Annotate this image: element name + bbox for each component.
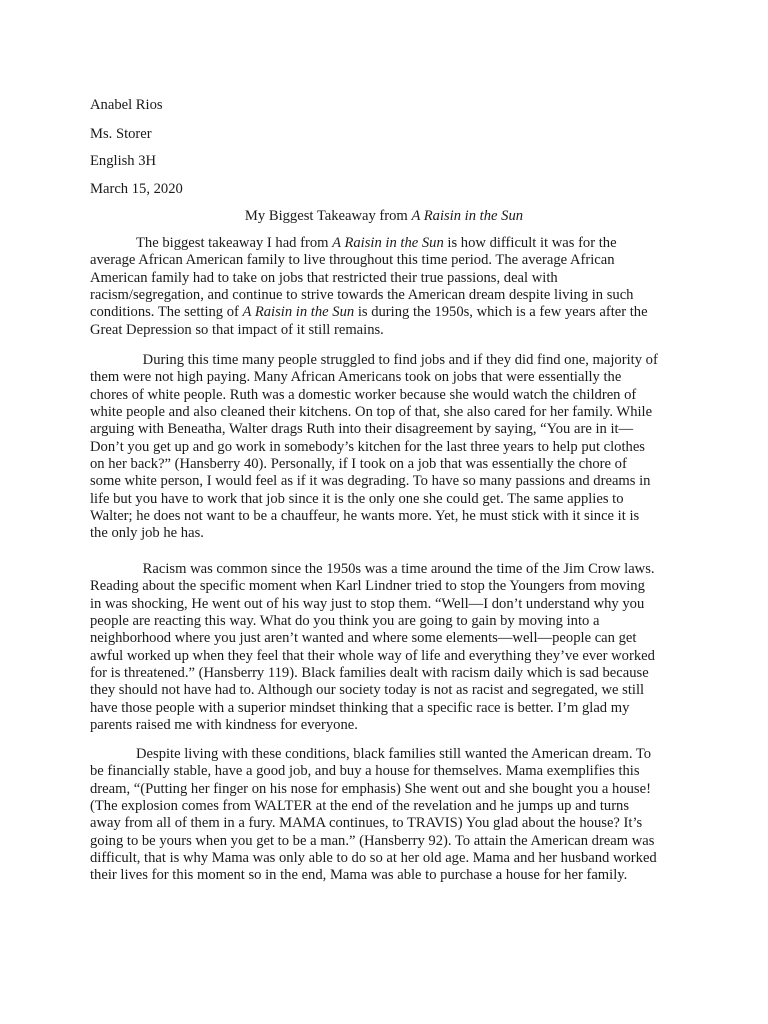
text-run: going to be yours when you get to be a man.” (Hansberry 92). To attain the American dream was — [90, 832, 655, 849]
paragraph-line — [90, 815, 670, 832]
paragraph-line — [90, 525, 670, 542]
paragraph-line — [90, 867, 670, 884]
paragraph-line — [90, 798, 670, 815]
paragraph-line — [90, 682, 670, 699]
text-run: average African American family to live throughout this time period. The average African — [90, 252, 615, 269]
course-name: English 3H — [90, 153, 157, 169]
paragraph-line — [90, 781, 670, 798]
paragraph-line — [90, 322, 670, 339]
text-run: American family had to take on jobs that restricted their true passions, deal with — [90, 269, 558, 286]
paragraph-line — [90, 421, 670, 438]
title-book: A Raisin in the Sun — [411, 208, 524, 224]
text-run: have those people with a superior mindset thinking that a specific race is better. I’m glad my — [90, 699, 630, 716]
paragraph-line — [90, 833, 670, 850]
paragraph-line — [90, 404, 670, 421]
text-run: difficult, that is why Mama was only able to do so at her old age. Mama and her husband worked — [90, 850, 657, 867]
paragraph-line — [90, 439, 670, 456]
text-run: During this time many people struggled to find jobs and if they did find one, majority of — [139, 352, 658, 368]
text-run: Despite living with these conditions, black families still wanted the American dream. To — [136, 746, 652, 762]
text-run: arguing with Beneatha, Walter drags Ruth into their disagreement by saying, “You are in it— — [90, 421, 634, 438]
paragraph-line — [90, 648, 670, 665]
text-run: racism/segregation, and continue to strive towards the American dream despite living in such — [90, 287, 634, 304]
paragraph-line — [90, 763, 670, 780]
text-run: Great Depression so that impact of it still remains. — [90, 321, 384, 338]
paragraph-2 — [90, 352, 670, 543]
text-run: life but you have to work that job since it is the only one she could get. The same applies to — [90, 490, 624, 507]
text-run: away from all of them in a fury. MAMA continues, to TRAVIS) You glad about the house? It’s — [90, 815, 643, 832]
paragraph-line — [90, 596, 670, 613]
text-run: some white person, I would feel as if it was degrading. To have so many passions and dreams in — [90, 473, 651, 490]
paragraph-line — [90, 630, 670, 647]
text-run: for is threatened.” (Hansberry 119). Black families dealt with racism daily which is sad because — [90, 665, 649, 682]
text-run: them were not high paying. Many African Americans took on jobs that were essentially the — [90, 369, 622, 386]
paragraph-line — [90, 665, 670, 682]
paragraph-line — [90, 491, 670, 508]
text-run: on her back?” (Hansberry 40). Personally, if I took on a job that was essentially the chore of — [90, 456, 627, 473]
paragraph-line — [90, 473, 670, 490]
paragraph-line — [90, 613, 670, 630]
title-prefix: My Biggest Takeaway from — [244, 208, 412, 224]
paragraph-line — [90, 456, 670, 473]
text-run: The biggest takeaway I had from — [136, 235, 333, 251]
paragraph-line — [90, 387, 670, 404]
paragraph-line — [90, 252, 670, 269]
paragraph-line — [90, 561, 670, 578]
paragraph-line — [90, 270, 670, 287]
paragraph-line — [90, 578, 670, 595]
paragraph-4 — [90, 746, 670, 885]
text-run: (The explosion comes from WALTER at the end of the revelation and he jumps up and turns — [90, 798, 630, 815]
paragraph-line — [90, 352, 670, 369]
paragraph-line — [90, 287, 670, 304]
text-run: Racism was common since the 1950s was a time around the time of the Jim Crow laws. — [139, 561, 655, 577]
text-run: parents raised me with kindness for everyone. — [90, 717, 358, 734]
paragraph-line — [90, 700, 670, 717]
text-run: people are reacting this way. What do you think you are going to gain by moving into a — [90, 613, 600, 630]
text-run: white people and also cleaned their kitchens. On top of that, she also cared for her family. While — [90, 404, 653, 421]
paragraph-3 — [90, 561, 670, 734]
text-run: neighborhood where you just aren’t wanted and where some elements—well—people can get — [90, 630, 637, 647]
italic-book-title: A Raisin in the Sun — [332, 235, 444, 251]
text-run: Don’t you get up and go work in somebody’s kitchen for the last three years to help put clothes — [90, 438, 645, 455]
paragraph-line — [90, 850, 670, 867]
text-run: be financially stable, have a good job, and buy a house for themselves. Mama exemplifies this — [90, 763, 640, 780]
text-run: they should not have had to. Although our society today is not as racist and segregated, we still — [90, 682, 645, 699]
essay-date: March 15, 2020 — [90, 181, 183, 197]
paragraph-line — [90, 304, 670, 321]
paragraph-1 — [90, 235, 670, 339]
text-run: conditions. The setting of — [90, 304, 243, 321]
paragraph-line — [90, 717, 670, 734]
text-run: dream, “(Putting her finger on his nose for emphasis) She went out and she bought you a house! — [90, 780, 651, 797]
text-run: Reading about the specific moment when Karl Lindner tried to stop the Youngers from moving — [90, 578, 645, 595]
teacher-name: Ms. Storer — [90, 126, 152, 142]
text-run: is how difficult it was for the — [443, 235, 617, 251]
paragraph-line — [90, 235, 670, 252]
paragraph-line — [90, 369, 670, 386]
text-run: in was shocking, He went out of his way just to stop them. “Well—I don’t understand why you — [90, 595, 645, 612]
text-run: the only job he has. — [90, 525, 204, 542]
text-run: is during the 1950s, which is a few years after the — [354, 304, 648, 321]
text-run: awful worked up when they feel that their whole way of life and everything they’ve ever worked — [90, 647, 655, 664]
author-name: Anabel Rios — [90, 97, 163, 113]
text-run: their lives for this moment so in the end, Mama was able to purchase a house for her family. — [90, 867, 628, 884]
italic-book-title: A Raisin in the Sun — [242, 304, 355, 321]
paragraph-line — [90, 508, 670, 525]
text-run: chores of white people. Ruth was a domestic worker because she would watch the children of — [90, 386, 637, 403]
essay-title — [0, 207, 768, 225]
text-run: Walter; he does not want to be a chauffeur, he wants more. Yet, he must stick with it since it is — [90, 508, 640, 525]
paragraph-line — [90, 746, 670, 763]
